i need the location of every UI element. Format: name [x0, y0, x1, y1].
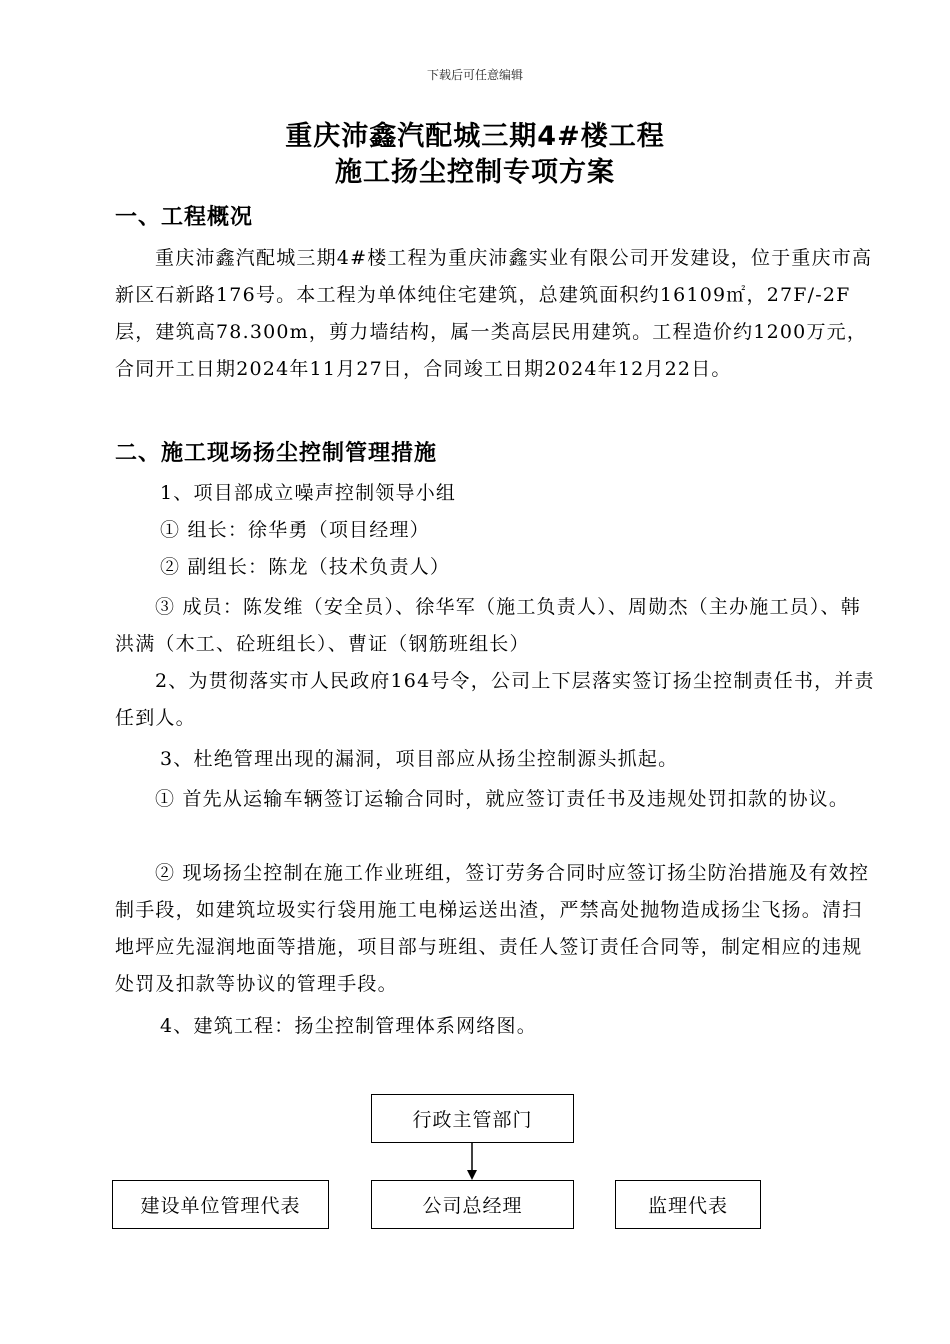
group-leader: ① 组长：徐华勇（项目经理）: [160, 519, 430, 541]
org-box-supervisor-representative: 监理代表: [615, 1180, 761, 1229]
header-note: 下载后可任意编辑: [426, 68, 523, 82]
item-1: 1、项目部成立噪声控制领导小组: [160, 482, 457, 504]
section1-heading: 一、工程概况: [115, 205, 254, 230]
item-3-1: ① 首先从运输车辆签订运输合同时，就应签订责任书及违规处罚扣款的协议。: [155, 788, 850, 810]
item-3: 3、杜绝管理出现的漏洞，项目部应从扬尘控制源头抓起。: [160, 748, 679, 770]
group-members: ③ 成员：陈发维（安全员）、徐华军（施工负责人）、周勋杰（主办施工员）、韩洪满（木工、砼班组长）、曹证（钢筋班组长）: [115, 596, 861, 655]
group-deputy: ② 副组长：陈龙（技术负责人）: [160, 556, 451, 578]
org-box-general-manager: 公司总经理: [371, 1180, 574, 1229]
item-4: 4、建筑工程：扬尘控制管理体系网络图。: [160, 1015, 537, 1037]
item-3-2: ② 现场扬尘控制在施工作业班组，签订劳务合同时应签订扬尘防治措施及有效控制手段，如建筑垃圾实行袋用施工电梯运送出渣，严禁高处抛物造成扬尘飞扬。清扫地坪应先湿润地面等措施，项目部与班组、责任人签订责任合同等，制定相应的违规处罚及扣款等协议的管理手段。: [115, 862, 870, 995]
section1-paragraph: 重庆沛鑫汽配城三期4#楼工程为重庆沛鑫实业有限公司开发建设，位于重庆市高新区石新路176号。本工程为单体纯住宅建筑，总建筑面积约16109㎡，27F/-2F层，建筑高78.300m，剪力墙结构，属一类高层民用建筑。工程造价约1200万元，合同开工日期2024年11月27日，合同竣工日期2024年12月22日。: [115, 247, 873, 380]
org-box-admin-department: 行政主管部门: [371, 1094, 574, 1143]
document-title-line2: 施工扬尘控制专项方案: [335, 157, 615, 188]
item-2: 2、为贯彻落实市人民政府164号令，公司上下层落实签订扬尘控制责任书，并责任到人。: [115, 670, 875, 729]
section2-heading: 二、施工现场扬尘控制管理措施: [115, 441, 438, 466]
document-title-line1: 重庆沛鑫汽配城三期4#楼工程: [285, 121, 665, 152]
org-box-owner-representative: 建设单位管理代表: [112, 1180, 329, 1229]
